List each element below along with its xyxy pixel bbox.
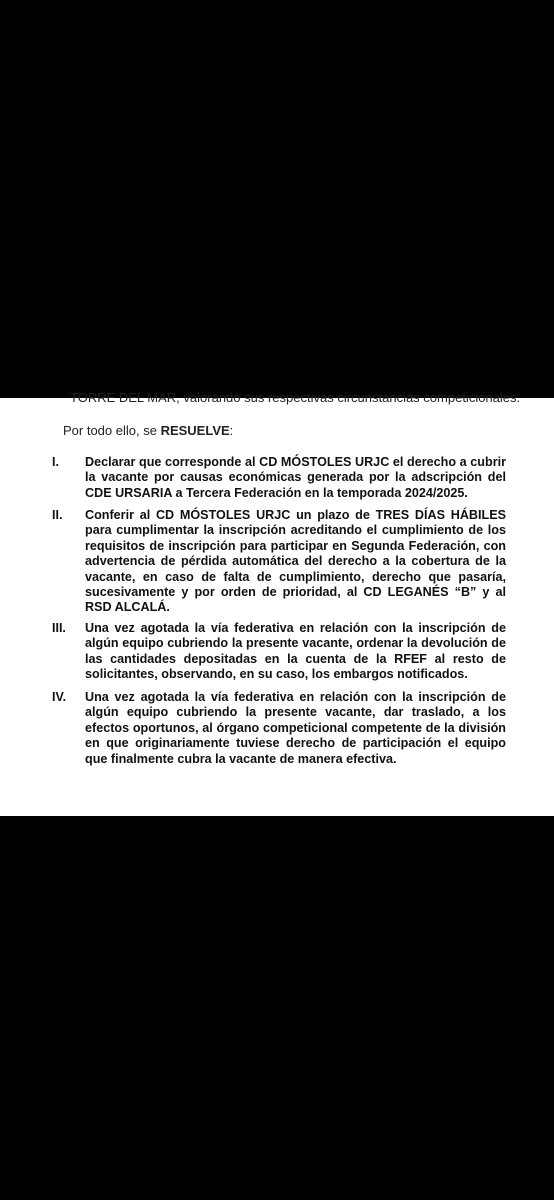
resolution-intro <box>63 423 233 438</box>
item-text: Una vez agotada la vía federativa en relación con la inscripción de algún equipo cubriendo la presente vacante, ordenar la devolución de las cantidades depositadas en la cuenta de la RFEF al resto de solicitantes, observando, en su caso, los embargos notificados. <box>85 621 506 682</box>
intro-prefix: Por todo ello, se <box>63 423 161 438</box>
item-numeral: I. <box>52 455 59 469</box>
item-text: Una vez agotada la vía federativa en relación con la inscripción de algún equipo cubriendo la presente vacante, dar traslado, a los efectos oportunos, al órgano competicional competente de la división en que originariamente tuviese derecho de participación el equipo que finalmente cubra la vacante de manera efectiva. <box>85 690 506 766</box>
black-background-bottom <box>0 816 554 1200</box>
intro-suffix: : <box>229 423 234 438</box>
item-text: Conferir al CD MÓSTOLES URJC un plazo de TRES DÍAS HÁBILES para cumplimentar la inscripción acreditando el cumplimiento de los requisitos de inscripción para participar en Segunda Federación, con advertencia de pérdida automática del derecho a la cobertura de la vacante, en caso de falta de cumplimiento, derecho que pasaría, sucesivamente y por orden de prioridad, al CD LEGANÉS “B” y al RSD ALCALÁ. <box>85 508 506 615</box>
item-numeral: III. <box>52 621 66 635</box>
document-page <box>0 390 554 816</box>
cut-off-text-line: TORRE DEL MAR, valorando sus respectivas circunstancias competicionales. <box>70 390 521 405</box>
item-numeral: II. <box>52 508 63 522</box>
item-numeral: IV. <box>52 690 67 704</box>
intro-keyword: RESUELVE <box>160 423 230 438</box>
item-text: Declarar que corresponde al CD MÓSTOLES URJC el derecho a cubrir la vacante por causas económicas generada por la adscripción del CDE URSARIA a Tercera Federación en la temporada 2024/2025. <box>85 455 506 500</box>
black-background-top <box>0 0 554 398</box>
